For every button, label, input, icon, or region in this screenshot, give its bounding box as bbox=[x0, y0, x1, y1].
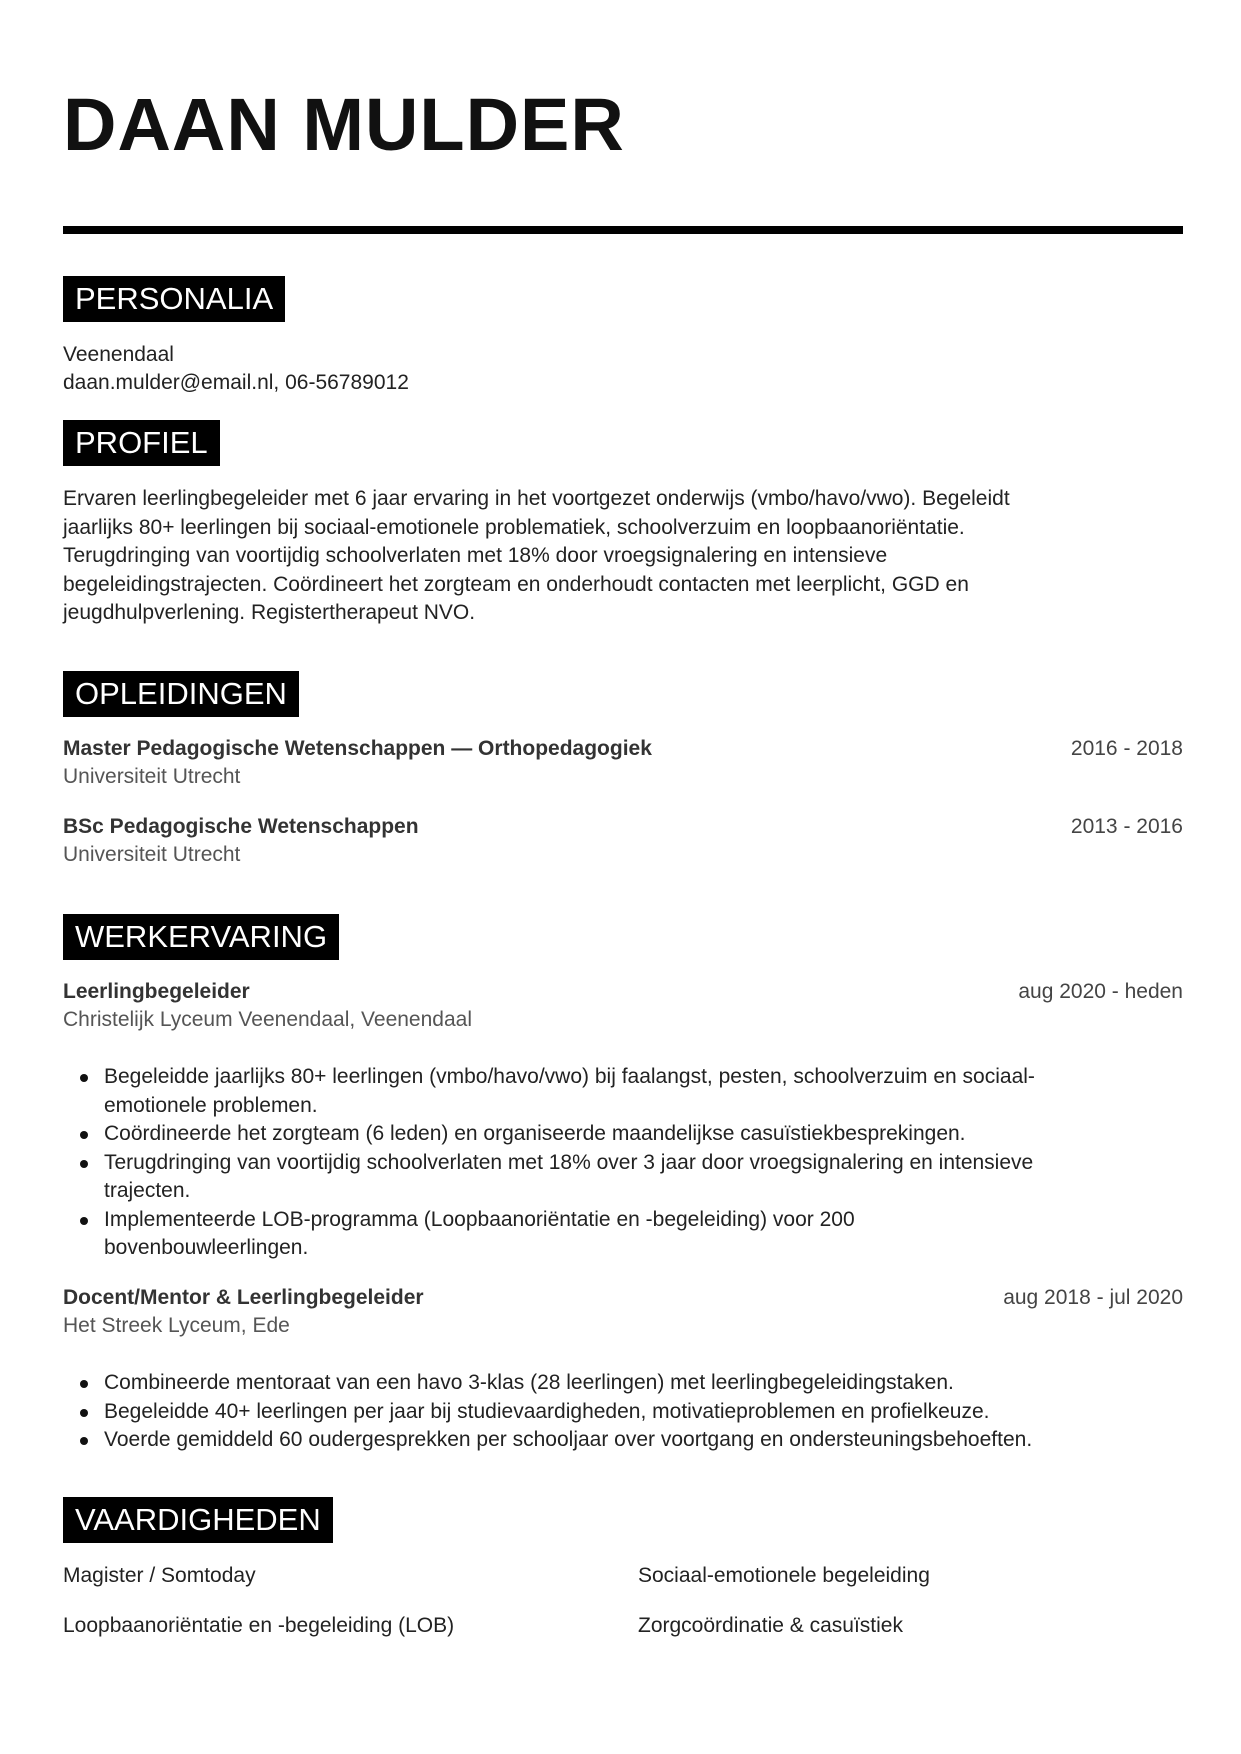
bullet-line: Combineerde mentoraat van een havo 3-klas (28 leerlingen) met leerlingbegeleidingstaken. bbox=[104, 1371, 954, 1394]
skill-item: Zorgcoördinatie & casuïstiek bbox=[638, 1614, 903, 1637]
profiel-text bbox=[63, 485, 1163, 628]
profiel-line: Ervaren leerlingbegeleider met 6 jaar ervaring in het voortgezet onderwijs (vmbo/havo/vwo). Begeleidt bbox=[63, 487, 1010, 510]
personalia-contact: daan.mulder@email.nl, 06-56789012 bbox=[63, 371, 409, 394]
job-date: aug 2018 - jul 2020 bbox=[1003, 1286, 1183, 1309]
list-item bbox=[63, 1426, 1163, 1455]
job-bullets bbox=[63, 1369, 1183, 1455]
section-heading-werkervaring: WERKERVARING bbox=[63, 914, 339, 960]
bullet-line: Begeleidde jaarlijks 80+ leerlingen (vmbo/havo/vwo) bij faalangst, pesten, schoolverzuim en sociaal- bbox=[104, 1065, 1035, 1088]
list-item bbox=[63, 1369, 1163, 1398]
bullet-icon bbox=[80, 1380, 88, 1388]
job-bullets bbox=[63, 1063, 1183, 1263]
header-divider bbox=[63, 226, 1183, 234]
education-institution: Universiteit Utrecht bbox=[63, 843, 241, 866]
bullet-line: Voerde gemiddeld 60 oudergesprekken per schooljaar over voortgang en ondersteuningsbehoeften. bbox=[104, 1428, 1033, 1451]
bullet-line: trajecten. bbox=[104, 1179, 191, 1202]
bullet-line: Coördineerde het zorgteam (6 leden) en organiseerde maandelijkse casuïstiekbesprekingen. bbox=[104, 1122, 966, 1145]
education-item bbox=[63, 813, 1183, 841]
bullet-icon bbox=[80, 1437, 88, 1445]
section-heading-vaardigheden: VAARDIGHEDEN bbox=[63, 1497, 333, 1543]
bullet-icon bbox=[80, 1217, 88, 1225]
job-header bbox=[63, 1284, 1183, 1312]
list-item bbox=[63, 1063, 1163, 1120]
education-title: BSc Pedagogische Wetenschappen bbox=[63, 815, 419, 838]
skill-item: Loopbaanoriëntatie en -begeleiding (LOB) bbox=[63, 1614, 455, 1637]
bullet-line: Begeleidde 40+ leerlingen per jaar bij studievaardigheden, motivatieproblemen en profielkeuze. bbox=[104, 1399, 990, 1423]
profiel-line: Terugdringing van voortijdig schoolverlaten met 18% door vroegsignalering en intensieve bbox=[63, 544, 888, 567]
personalia-location: Veenendaal bbox=[63, 343, 174, 366]
list-item bbox=[63, 1398, 1163, 1427]
job-title: Leerlingbegeleider bbox=[63, 980, 250, 1003]
list-item bbox=[63, 1149, 1163, 1206]
job-employer: Het Streek Lyceum, Ede bbox=[63, 1314, 290, 1337]
profiel-line: begeleidingstrajecten. Coördineert het zorgteam en onderhoudt contacten met leerplicht, GGD en bbox=[63, 572, 969, 596]
list-item bbox=[63, 1206, 1163, 1263]
education-title: Master Pedagogische Wetenschappen — Orthopedagogiek bbox=[63, 737, 652, 760]
education-item bbox=[63, 735, 1183, 763]
job-header bbox=[63, 978, 1183, 1006]
skill-item: Sociaal-emotionele begeleiding bbox=[638, 1564, 930, 1587]
section-heading-profiel: PROFIEL bbox=[63, 420, 220, 466]
bullet-icon bbox=[80, 1160, 88, 1168]
bullet-line: Terugdringing van voortijdig schoolverlaten met 18% over 3 jaar door vroegsignalering en intensieve bbox=[104, 1150, 1034, 1174]
section-heading-personalia: PERSONALIA bbox=[63, 276, 285, 322]
candidate-name: DAAN MULDER bbox=[63, 83, 625, 166]
bullet-icon bbox=[80, 1409, 88, 1417]
bullet-line: Implementeerde LOB-programma (Loopbaanoriëntatie en -begeleiding) voor 200 bbox=[104, 1207, 855, 1231]
education-institution: Universiteit Utrecht bbox=[63, 765, 241, 788]
bullet-line: bovenbouwleerlingen. bbox=[104, 1236, 309, 1259]
job-date: aug 2020 - heden bbox=[1018, 980, 1183, 1003]
job-title: Docent/Mentor & Leerlingbegeleider bbox=[63, 1286, 424, 1309]
resume-page bbox=[63, 0, 1183, 1754]
section-heading-opleidingen: OPLEIDINGEN bbox=[63, 671, 299, 717]
bullet-icon bbox=[80, 1074, 88, 1082]
job-employer: Christelijk Lyceum Veenendaal, Veenendaal bbox=[63, 1008, 472, 1031]
skill-item: Magister / Somtoday bbox=[63, 1564, 256, 1587]
profiel-line: jeugdhulpverlening. Registertherapeut NVO. bbox=[63, 601, 476, 624]
list-item bbox=[63, 1120, 1163, 1149]
profiel-line: jaarlijks 80+ leerlingen bij sociaal-emotionele problematiek, schoolverzuim en loopbaanoriëntatie. bbox=[63, 515, 965, 539]
education-date: 2016 - 2018 bbox=[1070, 737, 1183, 760]
bullet-line: emotionele problemen. bbox=[104, 1093, 318, 1117]
bullet-icon bbox=[80, 1131, 88, 1139]
education-date: 2013 - 2016 bbox=[1070, 815, 1183, 838]
